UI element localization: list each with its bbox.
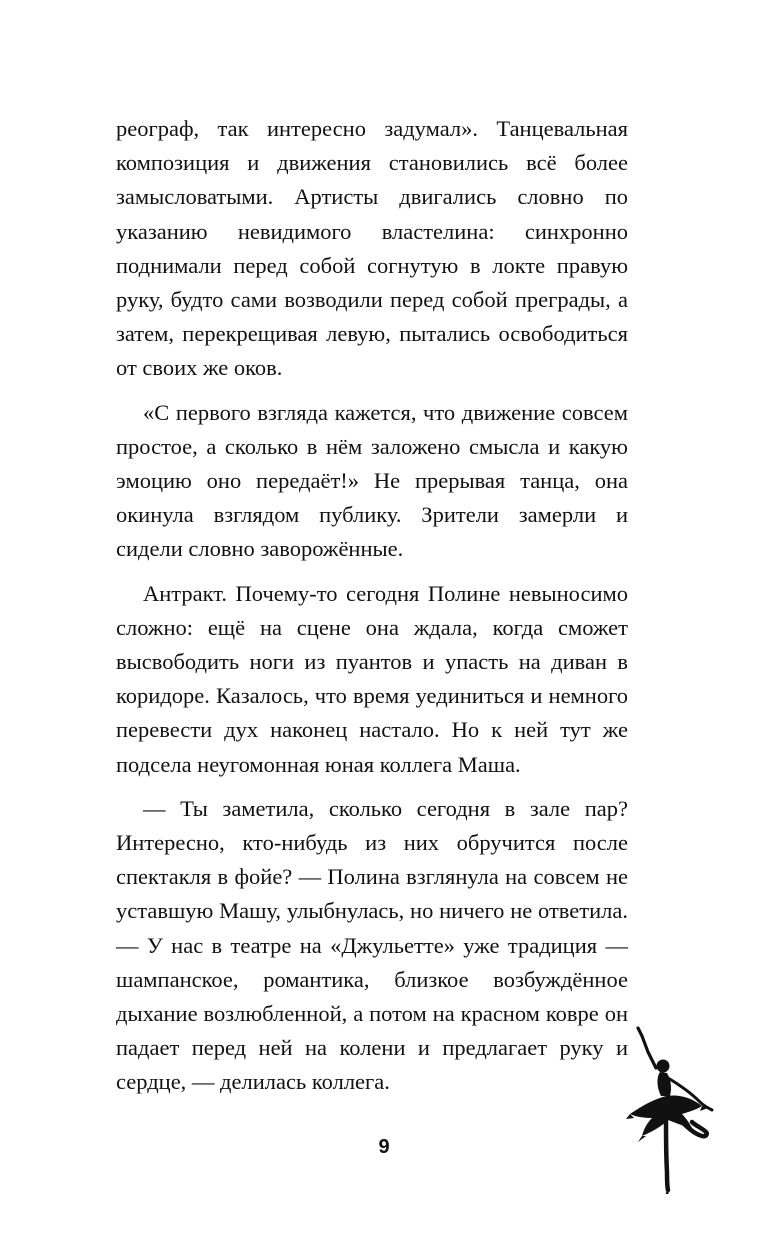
paragraph: «С первого взгляда кажется, что движение совсем простое, а сколько в нём заложено смысла и какую эмоцию оно передаёт!» Не прерывая танца, она окинула взглядом публику. Зрители замерли и сидели словно заворожённые. [116,399,628,562]
body-text [116,112,628,1100]
ballerina-silhouette-icon [626,1022,726,1194]
page-number: 9 [378,1136,390,1158]
paragraph: Антракт. Почему-то сегодня Полине невыносимо сложно: ещё на сцене она ждала, когда сможет высвободить ноги из пуантов и упасть на диван в коридоре. Казалось, что время уединиться и немного перевести дух наконец настало. Но к ней тут же подсела неугомонная юная коллега Маша. [116,580,628,777]
paragraph: — Ты заметила, сколько сегодня в зале пар? Интересно, кто-нибудь из них обручится после спектакля в фойе? — Полина взглянула на совсем не уставшую Машу, улыбнулась, но ничего не ответила. — У нас в театре на «Джульетте» уже традиция — шампанское, романтика, близкое возбуждённое дыхание возлюбленной, а потом на красном ковре он падает перед ней на колени и предлагает руку и сердце, — делилась коллега. [116,795,628,1095]
paragraph: реограф, так интересно задумал». Танцевальная композиция и движения становились всё более замысловатыми. Артисты двигались словно по указанию невидимого властелина: синхронно поднимали перед собой согнутую в локте правую руку, будто сами возводили перед собой преграды, а затем, перекрещивая левую, пытались освободиться от своих же оков. [116,116,628,381]
